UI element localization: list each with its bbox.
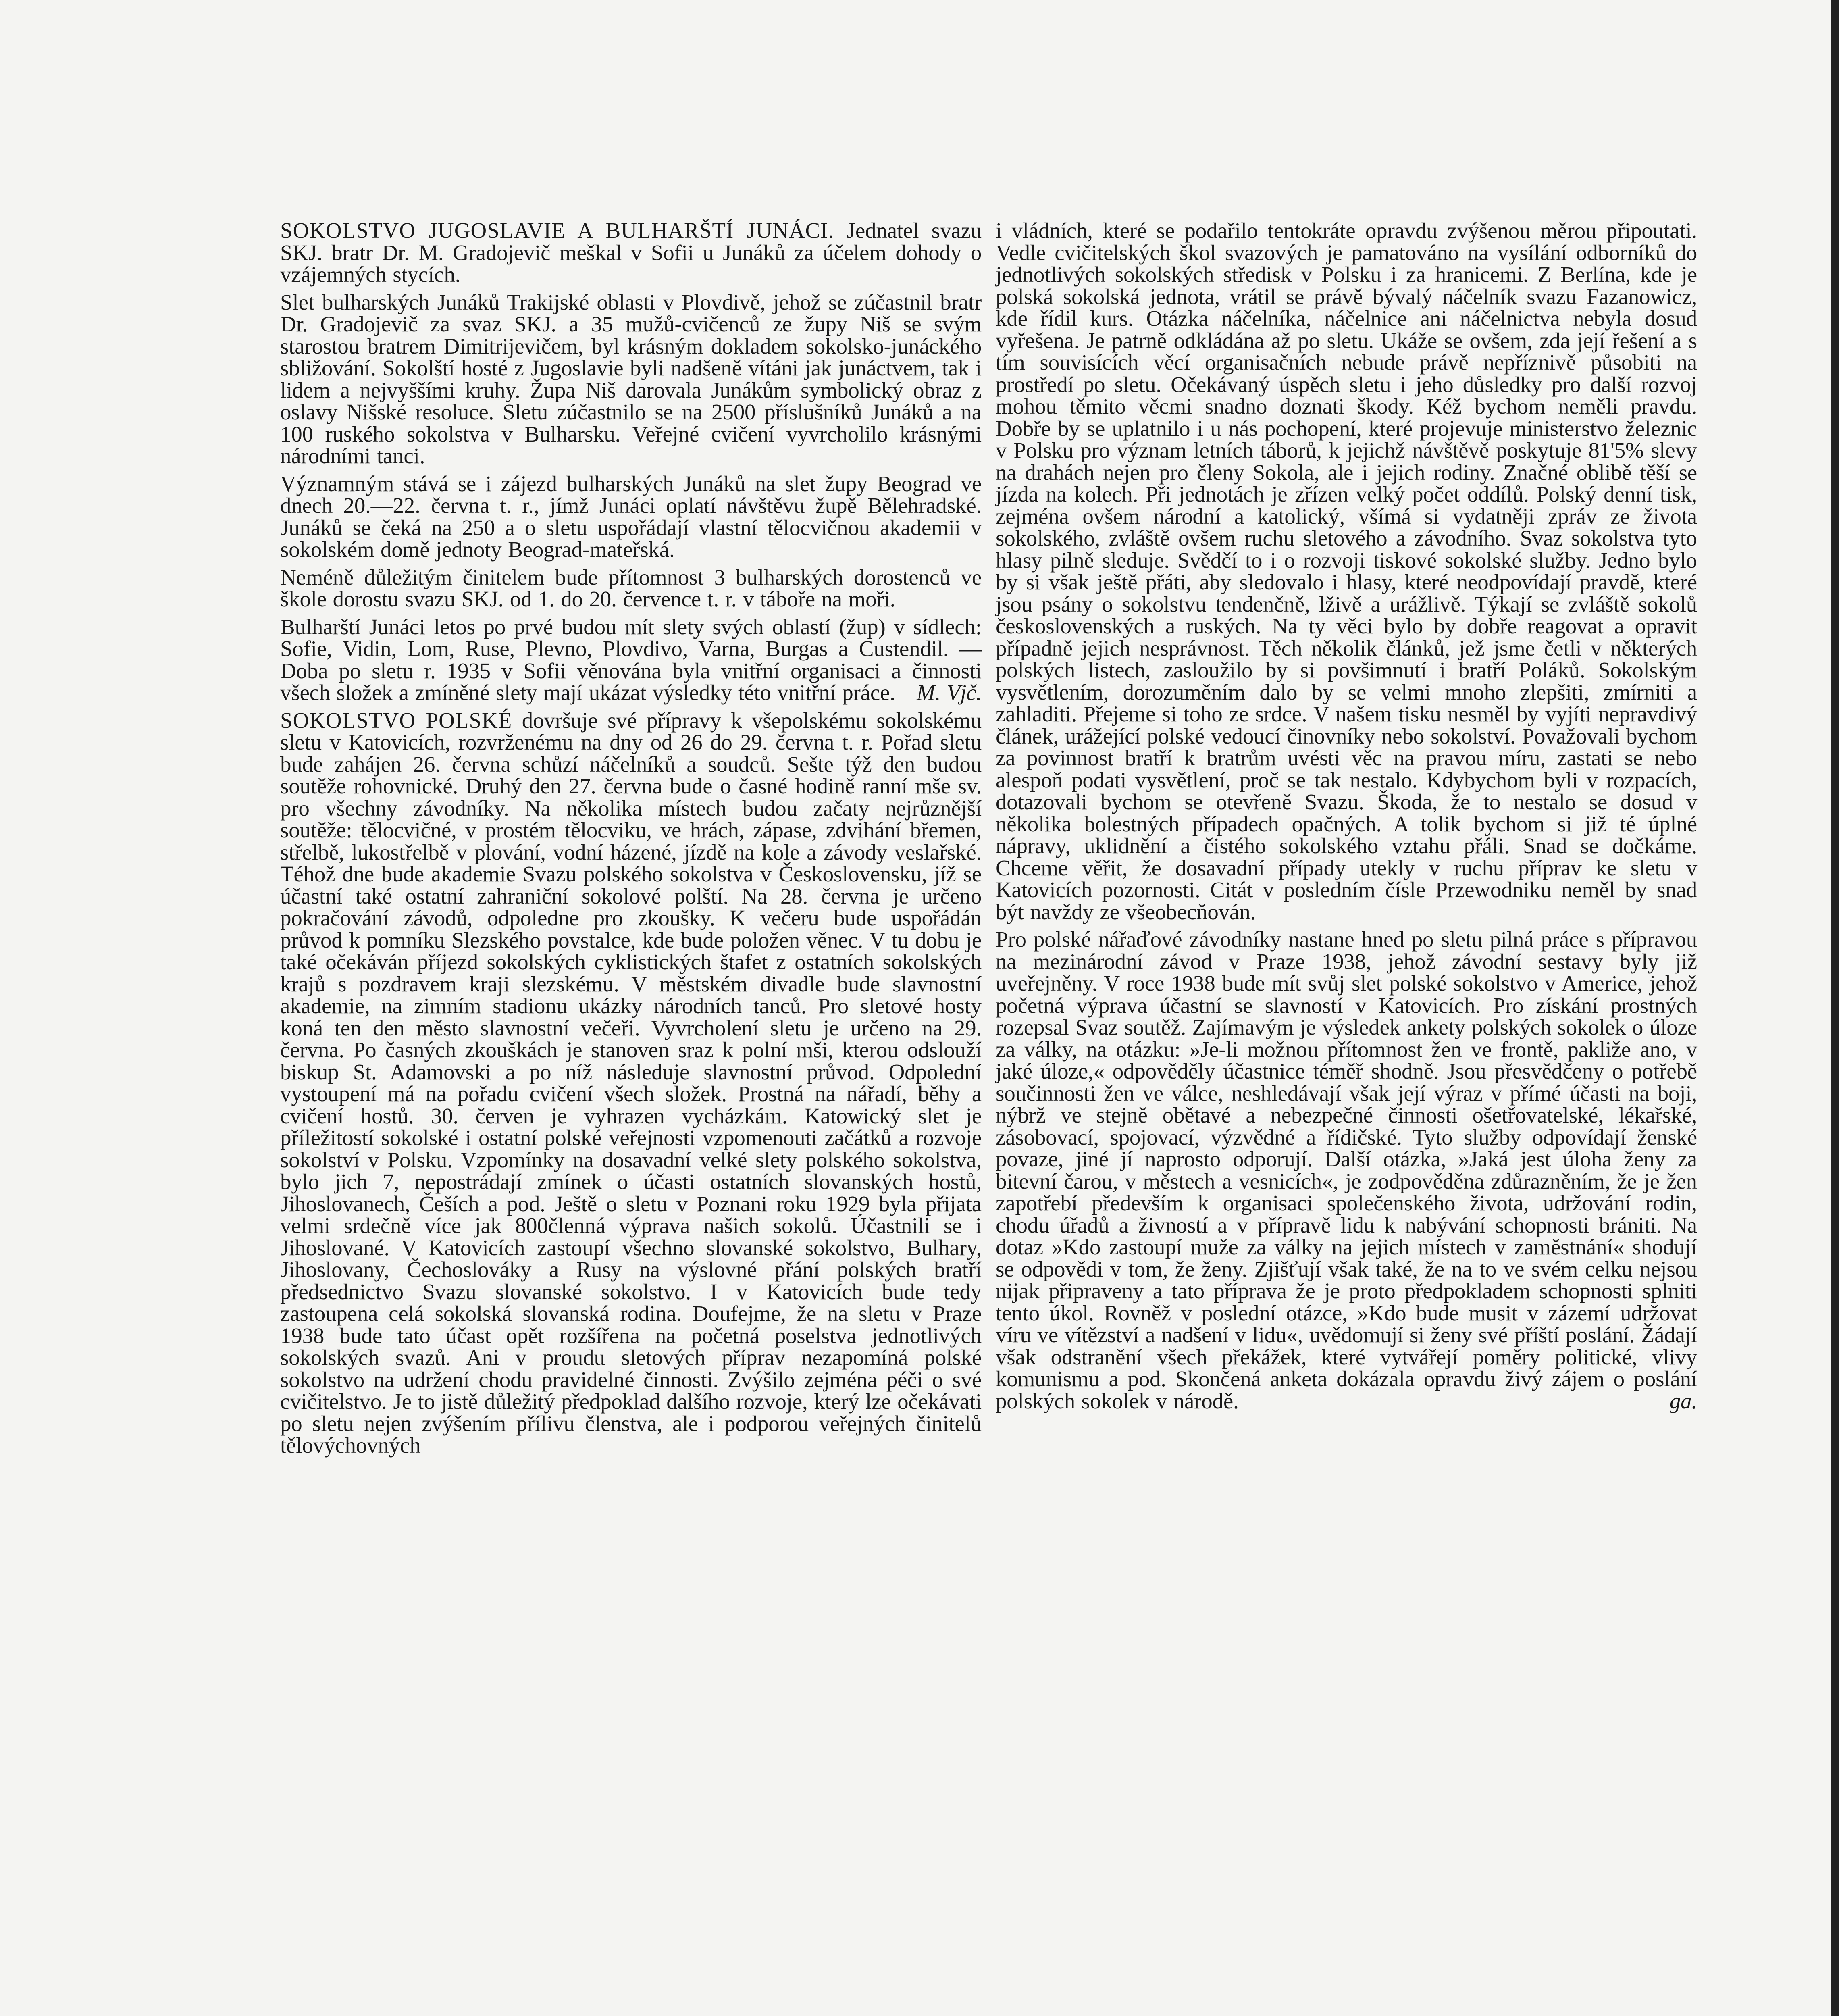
article-polske bbox=[280, 710, 982, 1457]
article-heading: SOKOLSTVO JUGOSLAVIE A BULHARŠTÍ JUNÁCI. bbox=[280, 218, 834, 243]
paragraph bbox=[280, 473, 982, 561]
paragraph bbox=[280, 566, 982, 610]
paragraph-text: Slet bulharských Junáků Trakijské oblasti v Plovdivě, jehož se zúčastnil bratr Dr. Gradojevič za svaz SKJ. a 35 mužů-cvičenců ze župy Niš se svým starostou bratrem Dimitrijevičem, byl krásným dokladem sokolsko-junáckého sbližování. Sokolští hosté z Jugoslavie byli nadšeně vítáni jak junáctvem, tak i lidem a nejvyššími kruhy. Župa Niš darovala Junákům symbolický obraz z oslavy Nišské resoluce. Sletu zúčastnilo se na 2500 příslušníků Junáků a na 100 ruského sokolstva v Bulharsku. Veřejné cvičení vyvrcholilo krásnými národními tanci. bbox=[280, 289, 982, 468]
page-edge bbox=[1831, 0, 1839, 2016]
paragraph bbox=[280, 289, 982, 468]
paragraph bbox=[280, 616, 982, 704]
right-column bbox=[996, 220, 1697, 1418]
paragraph-text: Neméně důležitým činitelem bude přítomnost 3 bulharských dorostenců ve škole dorostu svazu SKJ. od 1. do 20. července t. r. v táboře na moři. bbox=[280, 564, 982, 611]
author-signature: ga. bbox=[1669, 1388, 1697, 1413]
author-signature: M. Vjč. bbox=[917, 680, 982, 705]
paragraph-text: Pro polské nářaďové závodníky nastane hned po sletu pilná práce s přípravou na mezinárodní závod v Praze 1938, jehož závodní sestavy byly již uveřejněny. V roce 1938 bude mít svůj slet polské sokolstvo v Americe, jehož početná výprava účastní se slavností v Katovicích. Pro získání prostných rozepsal Svaz soutěž. Zajímavým je výsledek ankety polských sokolek o úloze za války, na otázku: »Je-li možnou přítomnost žen ve frontě, pakliže ano, v jaké úloze,« odpověděly účastnice téměř shodně. Jsou přesvědčeny o potřebě součinnosti žen ve válce, neshledávají však její výraz v přímé účasti na boji, nýbrž ve stejně obětavé a nebezpečné činnosti ošetřovatelské, lékařské, zásobovací, spojovací, výzvědné a řídičské. Tyto služby odpovídají ženské povaze, jiné jí naprosto odporují. Další otázka, »Jaká jest úloha ženy za bitevní čarou, v městech a vesnicích«, je zodpověděna zdůrazněním, že je žen zapotřebí především k organisaci společenského života, udržování rodin, chodu úřadů a živností a v přípravě lidu k nabývání schopnosti brániti. Na dotaz »Kdo zastoupí muže za války na jejich místech v zaměstnání« shodují se odpovědi v tom, že ženy. Zjišťují však také, že na to ve svém celku nejsou nijak připraveny a tato příprava že je proto předpokladem schopnosti splniti tento úkol. Rovněž v poslední otázce, »Kdo bude musit v zázemí udržovat víru ve vítězství a nadšení v lidu«, uvědomují si ženy své příští poslání. Žádají však odstranění všech překážek, které vytvářejí poměry politické, vlivy komunismu a pod. Skončená anketa dokázala opravdu živý zájem o poslání polských sokolek v národě. bbox=[996, 927, 1697, 1413]
paragraph-text: Významným stává se i zájezd bulharských Junáků na slet župy Beograd ve dnech 20.—22. června t. r., jímž Junáci oplatí návštěvu župě Bělehradské. Junáků se čeká na 250 a o sletu uspořádají vlastní tělocvičnou akademii v sokolském domě jednoty Beograd-mateřská. bbox=[280, 471, 982, 562]
article-text: Jednatel svazu SKJ. bratr Dr. M. Gradojevič meškal v Sofii u Junáků za účelem dohody o vzájemných stycích. bbox=[280, 218, 982, 287]
article-jugoslavie bbox=[280, 220, 982, 286]
paragraph-text: Bulharští Junáci letos po prvé budou mít slety svých oblastí (žup) v sídlech: Sofie, Vidin, Lom, Ruse, Plevno, Plovdivo, Varna, Burgas a Custendil. — Doba po sletu r. 1935 v Sofii věnována byla vnitřní organisaci a činnosti všech složek a zmíněné slety mají ukázat výsledky této vnitřní práce. bbox=[280, 614, 982, 705]
left-column bbox=[280, 220, 982, 1462]
article-text: dovršuje své přípravy k všepolskému sokolskému sletu v Katovicích, rozvrženému na dny od 26 do 29. června t. r. Pořad sletu bude zahájen 26. června schůzí náčelníků a soudců. Sešte týž den budou soutěže rohovnické. Druhý den 27. června bude o časné hodině ranní mše sv. pro všechny závodníky. Na několika místech budou začaty nejrůznější soutěže: tělocvičné, v prostém tělocviku, ve hrách, zápase, zdvihání břemen, střelbě, lukostřelbě v plování, vodní házené, jízdě na kole a závody veslařské. Téhož dne bude akademie Svazu polského sokolstva v Československu, jíž se účastní také ostatní zahraniční sokolové polští. Na 28. června je určeno pokračování závodů, odpoledne pro zkoušky. K večeru bude uspořádán průvod k pomníku Slezského povstalce, kde bude položen věnec. V tu dobu je také očekáván příjezd sokolských cyklistických štafet z ostatních sokolských krajů s pozdravem kraji slezskému. V městském divadle bude slavnostní akademie, na zimním stadionu ukázky národních tanců. Pro sletové hosty koná ten den město slavnostní večeři. Vyvrcholení sletu je určeno na 29. června. Po časných zkouškách je stanoven sraz k polní mši, kterou odslouží biskup St. Adamovski a po níž následuje slavnostní průvod. Odpolední vystoupení má na pořadu cvičení všech složek. Prostná na nářadí, běhy a cvičení hostů. 30. červen je vyhrazen vycházkám. Katowický slet je příležitostí sokolské i ostatní polské veřejnosti vzpomenouti začátků a rozvoje sokolství v Polsku. Vzpomínky na dosavadní velké slety polského sokolstva, bylo jich 7, nepostrádají zmínek o účasti ostatních slovanských hostů, Jihoslovanech, Češích a pod. Ještě o sletu v Poznani roku 1929 byla přijata velmi srdečně více jak 800členná výprava našich sokolů. Účastnili se i Jihoslované. V Katovicích zastoupí všechno slovanské sokolstvo, Bulhary, Jihoslovany, Čechoslováky a Rusy na výslovné přání polských bratří předsednictvo Svazu slovanské sokolstvo. I v Katovicích bude tedy zastoupena celá sokolská slovanská rodina. Doufejme, že na sletu v Praze 1938 bude tato účast opět rozšířena na početná poselstva jednotlivých sokolských svazů. Ani v proudu sletových příprav nezapomíná polské sokolstvo na udržení chodu pravidelné činnosti. Zvýšilo zejména péči o své cvičitelstvo. Je to jistě důležitý předpoklad dalšího rozvoje, který lze očekávati po sletu nejen zvýšením přílivu členstva, ale i podporou veřejných činitelů tělovýchovných bbox=[280, 708, 982, 1458]
paragraph bbox=[996, 929, 1697, 1412]
paragraph bbox=[996, 220, 1697, 923]
paragraph-text: i vládních, které se podařilo tentokráte opravdu zvýšenou měrou připoutati. Vedle cvičitelských škol svazových je pamatováno na vysílání odborníků do jednotlivých sokolských středisk v Polsku i za hranicemi. Z Berlína, kde je polská sokolská jednota, vrátil se právě bývalý náčelník svazu Fazanowicz, kde řídil kurs. Otázka náčelníka, náčelnice ani náčelnictva nebyla dosud vyřešena. Je patrně odkládána až po sletu. Ukáže se ovšem, zda její řešení a s tím souvisících věcí organisačních nebude právě nepříznivě působiti na prostředí po sletu. Očekávaný úspěch sletu i jeho důsledky pro další rozvoj mohou těmito věcmi snadno doznati škody. Kéž bychom neměli pravdu. Dobře by se uplatnilo i u nás pochopení, které projevuje ministerstvo železnic v Polsku pro význam letních táborů, k jejichž návštěvě poskytuje 81'5% slevy na drahách nejen pro členy Sokola, ale i jejich rodiny. Značné oblibě těší se jízda na kolech. Při jednotách je zřízen velký počet oddílů. Polský denní tisk, zejména ovšem národní a katolický, všímá si vydatněji zpráv ze života sokolského, zvláště ovšem ruchu sletového a závodního. Svaz sokolstva tyto hlasy pilně sleduje. Svědčí to i o rozvoji tiskové sokolské služby. Jedno bylo by si však ještě přáti, aby sledovalo i hlasy, které neodpovídají pravdě, které jsou psány o sokolstvu tendenčně, lživě a urážlivě. Týkají se zvláště sokolů československých a ruských. Na ty věci bylo by dobře reagovat a opravit případně jejich nesprávnost. Těch několik článků, jež jsme četli v některých polských listech, zasloužilo by si povšimnutí i bratří Poláků. Sokolským vysvětlením, dorozuměním dalo by se velmi mnoho zlepšiti, zmírniti a zahladiti. Přejeme si toho ze srdce. V našem tisku nesměl by vyjíti nepravdivý článek, urážející polské vedoucí činovníky nebo sokolství. Považovali bychom za povinnost bratří k bratrům uvésti věc na pravou míru, zastati se nebo alespoň podati vysvětlení, proč se tak nestalo. Kdybychom byli v rozpacích, dotazovali bychom se otevřeně Svazu. Škoda, že to nestalo se dosud v několika bolestných případech opačných. A tolik bychom si již té úplné nápravy, uklidnění a čistého sokolského vztahu přáli. Snad se dočkáme. Chceme věřit, že dosavadní případy utekly v ruchu příprav ke sletu v Katovicích pozornosti. Citát v posledním čísle Przewodniku neměl by snad být navždy ze všeobecňován. bbox=[996, 218, 1697, 924]
article-heading: SOKOLSTVO POLSKÉ bbox=[280, 708, 512, 733]
